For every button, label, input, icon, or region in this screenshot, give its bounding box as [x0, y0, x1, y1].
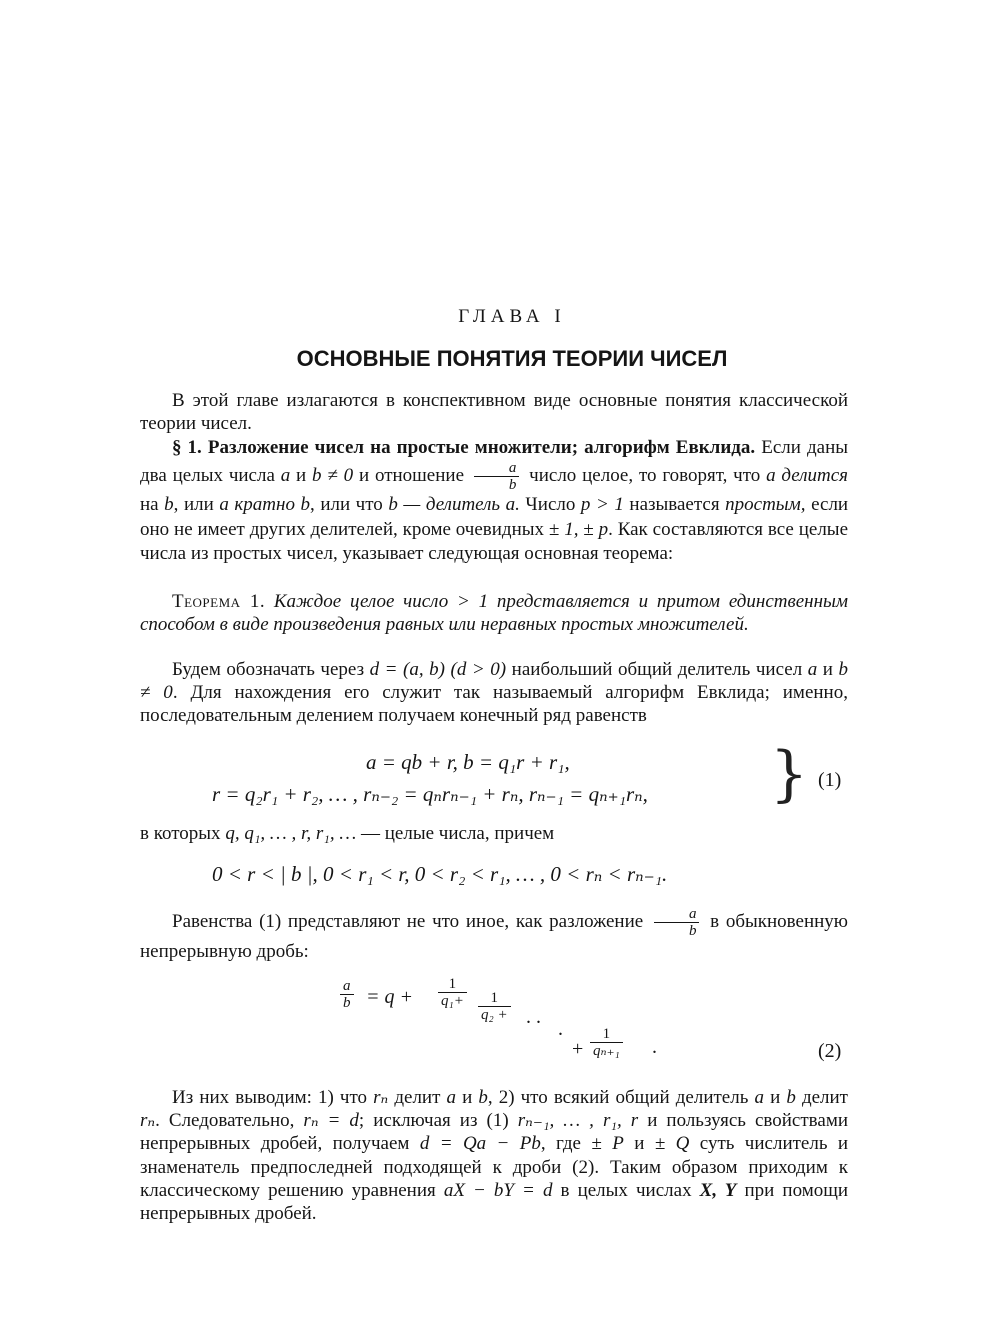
- text: , или что: [310, 494, 383, 516]
- text: и: [822, 659, 833, 680]
- text: , или: [173, 494, 214, 516]
- remainder-paragraph: [140, 822, 848, 845]
- pm-Q: ± Q: [654, 1133, 690, 1155]
- text: наибольший общий делитель чисел: [511, 659, 803, 680]
- text: если оно не имеет других делителей, кроме очевидных: [140, 494, 849, 540]
- italic-text: a делится: [766, 465, 849, 487]
- var-b: b: [786, 1087, 796, 1108]
- eq-q-plus: = q +: [366, 986, 413, 1008]
- italic-text: простым,: [725, 494, 806, 516]
- p-gt-1: p > 1: [580, 494, 624, 516]
- inequalities: 0 < r < | b |, 0 < r₁ < r, 0 < r₂ < r₁, … , 0 < rₙ < rₙ₋₁.: [212, 862, 668, 886]
- var-b-ne-0: b ≠ 0: [312, 465, 354, 487]
- text: и: [770, 1087, 781, 1108]
- theorem-text: Каждое целое число > 1 представляется и притом единственным способом в виде произведения равных или неравных простых множителей.: [140, 591, 849, 636]
- var-b: b: [164, 494, 174, 516]
- d-expression: d = Qa − Pb: [419, 1133, 541, 1155]
- denominator: q₁+: [441, 993, 464, 1009]
- rn-equals-d: rₙ = d: [303, 1110, 359, 1132]
- denominator: q₂ +: [481, 1007, 508, 1023]
- denominator: b: [343, 995, 351, 1011]
- text: в целых числах: [560, 1179, 692, 1201]
- var-rn: rₙ: [140, 1110, 156, 1132]
- remainder-list: rₙ₋₁, … , r₁, r: [517, 1110, 639, 1132]
- plus-sign: +: [572, 1038, 584, 1060]
- text: . Как составляются все целые числа из простых чисел, указывает следующая основная теорема:: [140, 518, 849, 565]
- var-a: a: [446, 1087, 456, 1108]
- text: суть числитель и знаменатель предпоследней подходящей к дроби (2). Таким образом приходим к классическому решению уравнения: [140, 1133, 849, 1201]
- var-b-ne-0: b ≠ 0: [140, 659, 848, 704]
- section-heading: § 1. Разложение чисел на простые множители; алгорифм Евклида.: [172, 437, 756, 458]
- fraction-level-2: [478, 990, 511, 1023]
- continued-fraction: [336, 976, 696, 1076]
- var-rn: rₙ: [373, 1087, 389, 1108]
- theorem-label: Теорема 1.: [172, 591, 266, 612]
- text: . Для нахождения его служит так называемый алгорифм Евклида; именно, последовательным делением получаем конечный ряд равенств: [140, 682, 848, 727]
- quotient-list: q, q₁, … , r, r₁, …: [225, 823, 357, 844]
- text: — целые числа, причем: [361, 823, 555, 844]
- text: и: [462, 1087, 473, 1108]
- lhs-fraction: [340, 978, 354, 1011]
- text: Будем обозначать через: [172, 659, 365, 680]
- text: Если даны два целых числа: [140, 437, 849, 487]
- text: Из них выводим: 1) что: [172, 1087, 368, 1108]
- equation-1-line-2: r = q₂r₁ + r₂, … , rₙ₋₂ = qₙrₙ₋₁ + rₙ, rₙ₋₁ = qₙ₊₁rₙ,: [212, 782, 648, 806]
- text: в обыкновенную непрерывную дробь:: [140, 910, 848, 962]
- text: . Следовательно,: [155, 1110, 295, 1132]
- text: ; исключая из (1): [358, 1110, 509, 1132]
- equation-number-2: (2): [818, 1040, 842, 1062]
- text: число целое, то говорят, что: [529, 465, 761, 487]
- text: Равенства (1) представляют не что иное, как разложение: [172, 910, 644, 932]
- numerator: a: [654, 906, 700, 923]
- numerator: a: [340, 978, 354, 995]
- chapter-title: ОСНОВНЫЕ ПОНЯТИЯ ТЕОРИИ ЧИСЕЛ: [296, 346, 728, 371]
- text: на: [140, 494, 159, 516]
- fraction-last: [590, 1026, 623, 1059]
- denominator: qₙ₊₁: [593, 1043, 620, 1059]
- chapter-label: ГЛАВА I: [458, 306, 566, 327]
- text: Число: [525, 494, 576, 516]
- intro-paragraph: В этой главе излагаются в конспективном виде основные понятия классической теории чисел.: [140, 390, 848, 435]
- equation-1-line-1: a = qb + r, b = q₁r + r₁,: [366, 750, 570, 774]
- fraction-level-1: [438, 976, 467, 1009]
- text: и отношение: [358, 465, 464, 487]
- var-a: a: [754, 1087, 764, 1108]
- end-dot: .: [652, 1036, 657, 1058]
- pm-P: ± P: [591, 1133, 624, 1155]
- gcd-definition: d = (a, b) (d > 0): [369, 659, 507, 680]
- text: и: [634, 1133, 645, 1155]
- theorem-1: [140, 590, 848, 636]
- vars-X-Y: X, Y: [699, 1179, 737, 1201]
- diophantine-equation: aX − bY = d: [443, 1179, 553, 1201]
- gcd-paragraph: [140, 658, 848, 728]
- text: называется: [629, 494, 720, 516]
- text: делит: [394, 1087, 441, 1108]
- right-brace: }: [770, 739, 809, 809]
- var-a: a: [280, 465, 291, 487]
- text: делит: [801, 1087, 848, 1108]
- var-b: b: [478, 1087, 488, 1108]
- numerator: a: [474, 460, 520, 477]
- fraction-a-b: [474, 460, 520, 493]
- text: и: [296, 465, 307, 487]
- denominator: b: [688, 923, 697, 939]
- numerator: 1: [478, 990, 511, 1007]
- pm-values: ± 1, ± p: [548, 518, 609, 540]
- text: в которых: [140, 823, 221, 844]
- text: , где: [540, 1133, 581, 1155]
- text: при помощи непрерывных дробей.: [140, 1179, 849, 1225]
- fraction-a-b: [654, 906, 700, 939]
- section-paragraph: [140, 436, 848, 567]
- equation-number-1: (1): [818, 769, 842, 791]
- text: и пользуясь свойствами непрерывных дробей, получаем: [140, 1110, 849, 1155]
- var-b: b: [300, 494, 311, 516]
- numerator: 1: [590, 1026, 623, 1043]
- italic-text: b — делитель a.: [388, 494, 520, 516]
- conclusion-paragraph: [140, 1086, 848, 1225]
- italic-text: a кратно: [219, 494, 295, 516]
- denominator: b: [508, 477, 517, 494]
- continued-fraction-paragraph: [140, 906, 848, 965]
- var-a: a: [807, 659, 818, 680]
- text: , 2) что всякий общий делитель: [487, 1087, 749, 1108]
- continuation-dot: .: [558, 1018, 563, 1040]
- numerator: 1: [438, 976, 467, 993]
- continuation-dots: . .: [526, 1006, 541, 1028]
